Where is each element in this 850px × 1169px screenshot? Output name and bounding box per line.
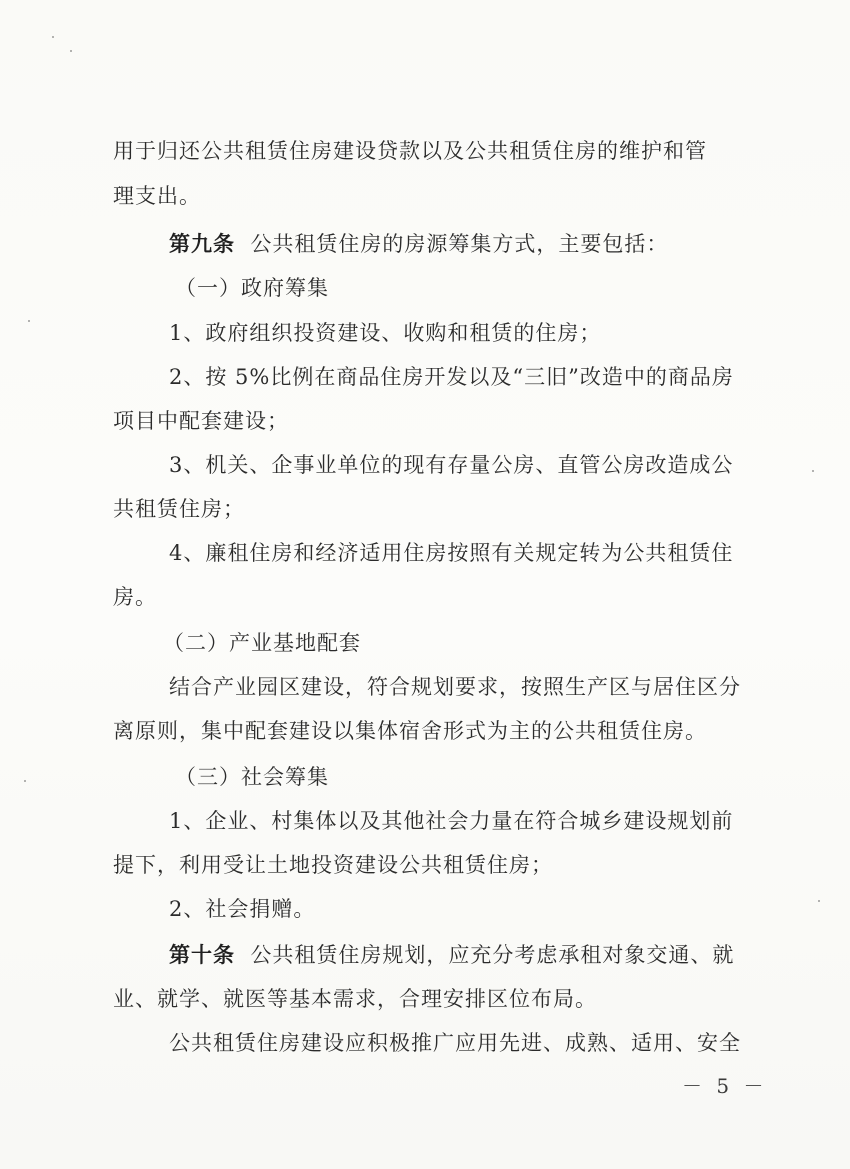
section-heading-2: （二）产业基地配套: [163, 631, 361, 655]
text-line: 共租赁住房；: [113, 497, 245, 521]
list-item: 2、社会捐赠。: [169, 897, 316, 921]
text-line: 房。: [113, 585, 157, 609]
article-10-label: 第十条: [169, 942, 235, 967]
text-line: 离原则，集中配套建设以集体宿舍形式为主的公共租赁住房。: [113, 719, 707, 743]
article-9-text: 公共租赁住房的房源筹集方式，主要包括：: [250, 232, 669, 256]
list-item: 2、按 5%比例在商品住房开发以及“三旧”改造中的商品房: [169, 365, 734, 389]
scan-speck: [818, 900, 820, 902]
page-number: － 5 －: [682, 1074, 768, 1098]
paragraph-line: 结合产业园区建设，符合规划要求，按照生产区与居住区分: [169, 675, 741, 699]
text-line: 业、就学、就医等基本需求，合理安排区位布局。: [113, 987, 597, 1011]
scan-speck: [70, 50, 72, 52]
article-10-text: 公共租赁住房规划，应充分考虑承租对象交通、就: [250, 943, 735, 967]
section-heading-1: （一）政府筹集: [175, 276, 329, 300]
article-10-line: [169, 940, 809, 970]
scan-speck: [812, 470, 814, 472]
paragraph-line: 公共租赁住房建设应积极推广应用先进、成熟、适用、安全: [169, 1031, 741, 1055]
list-item: 3、机关、企事业单位的现有存量公房、直管公房改造成公: [169, 453, 734, 477]
list-item: 4、廉租住房和经济适用住房按照有关规定转为公共租赁住: [169, 541, 734, 565]
text-line: 提下，利用受让土地投资建设公共租赁住房；: [113, 853, 553, 877]
list-item: 1、政府组织投资建设、收购和租赁的住房；: [169, 321, 602, 345]
article-9-line: [169, 229, 809, 259]
article-9-label: 第九条: [169, 231, 235, 256]
scan-speck: [28, 320, 30, 322]
text-line: 用于归还公共租赁住房建设贷款以及公共租赁住房的维护和管: [113, 139, 707, 163]
list-item: 1、企业、村集体以及其他社会力量在符合城乡建设规划前: [169, 809, 734, 833]
section-heading-3: （三）社会筹集: [175, 765, 329, 789]
text-line: 理支出。: [113, 184, 201, 208]
scan-speck: [24, 780, 26, 782]
scan-speck: [52, 36, 54, 38]
text-line: 项目中配套建设；: [113, 409, 289, 433]
